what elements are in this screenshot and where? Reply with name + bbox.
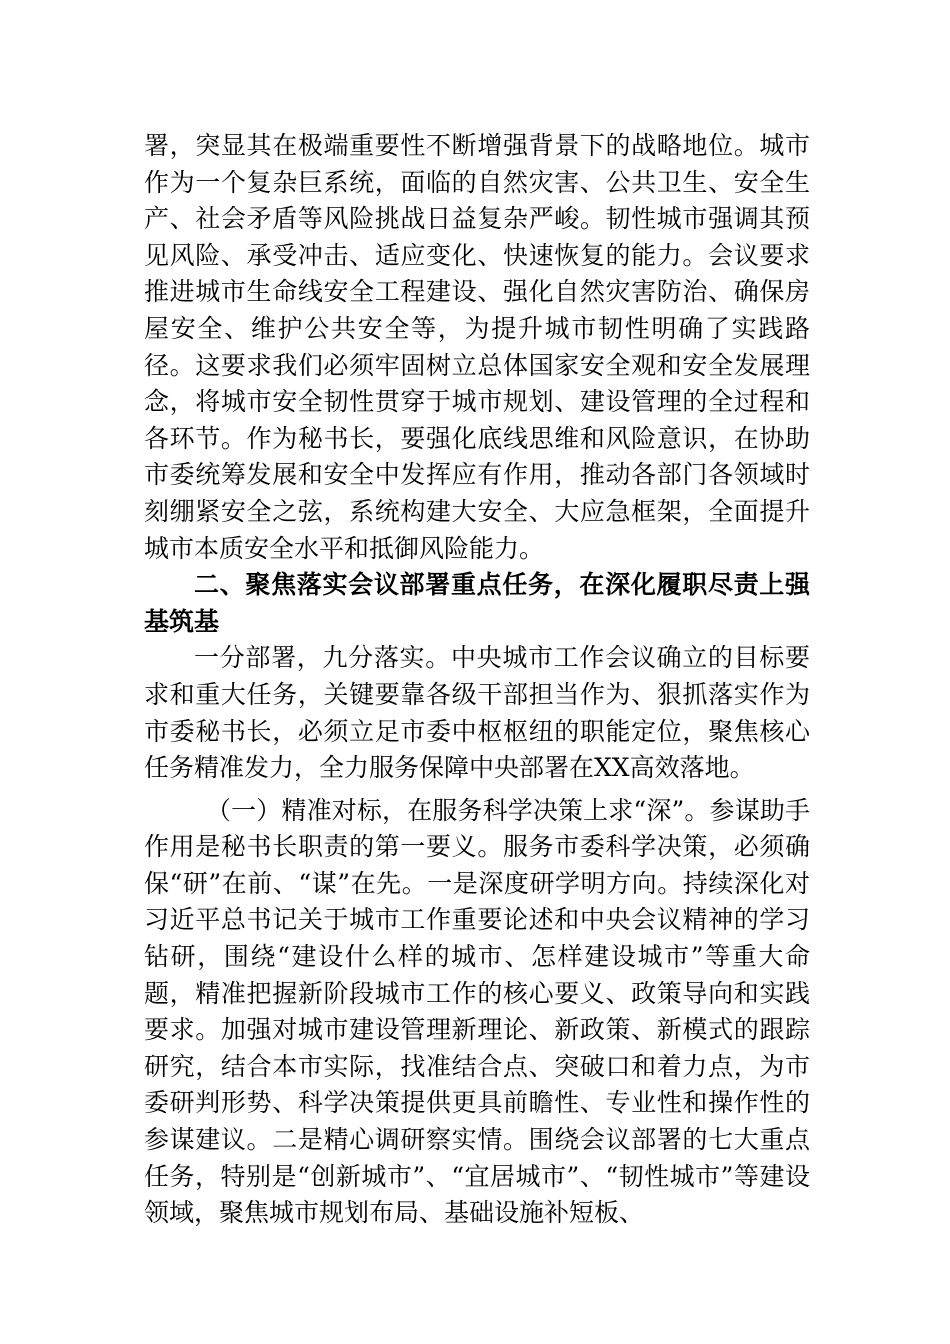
- document-body: [144, 128, 810, 1232]
- section-heading: 二、聚焦落实会议部署重点任务，在深化履职尽责上强基筑基: [144, 570, 810, 636]
- paragraph-body: 一分部署，九分落实。中央城市工作会议确立的目标要求和重大任务，关键要靠各级干部担当作为、狠抓落实作为市委秘书长，必须立足市委中枢枢纽的职能定位，聚焦核心任务精准发力，全力服务保障中央部署在XX高效落地。: [144, 643, 810, 783]
- paragraph-continued: 署，突显其在极端重要性不断增强背景下的战略地位。城市作为一个复杂巨系统，面临的自然灾害、公共卫生、安全生产、社会矛盾等风险挑战日益复杂严峻。韧性城市强调其预见风险、承受冲击、适应变化、快速恢复的能力。会议要求推进城市生命线安全工程建设、强化自然灾害防治、确保房屋安全、维护公共安全等，为提升城市韧性明确了实践路径。这要求我们必须牢固树立总体国家安全观和安全发展理念，将城市安全韧性贯穿于城市规划、建设管理的全过程和各环节。作为秘书长，要强化底线思维和风险意识，在协助市委统筹发展和安全中发挥应有作用，推动各部门各领域时刻绷紧安全之弦，系统构建大安全、大应急框架，全面提升城市本质安全水平和抵御风险能力。: [144, 131, 810, 563]
- paragraph-subsection: （一）精准对标，在服务科学决策上求“深”。参谋助手作用是秘书长职责的第一要义。服务市委科学决策，必须确保“研”在前、“谋”在先。一是深度研学明方向。持续深化对习近平总书记关于城市工作重要论述和中央会议精神的学习钻研，围绕“建设什么样的城市、怎样建设城市”等重大命题，精准把握新阶段城市工作的核心要义、政策导向和实践要求。加强对城市建设管理新理论、新政策、新模式的跟踪研究，结合本市实际，找准结合点、突破口和着力点，为市委研判形势、科学决策提供更具前瞻性、专业性和操作性的参谋建议。二是精心调研察实情。围绕会议部署的七大重点任务，特别是“创新城市”、“宜居城市”、“韧性城市”等建设领域，聚焦城市规划布局、基础设施补短板、: [144, 795, 810, 1228]
